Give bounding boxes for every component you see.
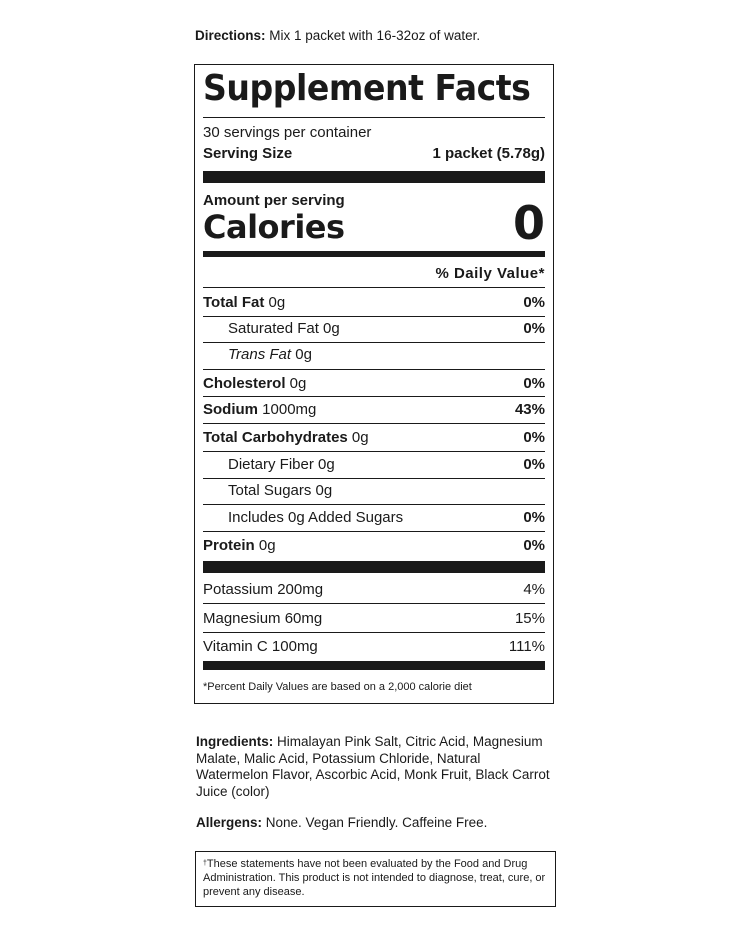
mineral-dv: 4% [523, 581, 545, 598]
calories-value: 0 [512, 196, 545, 250]
divider-thick [203, 561, 545, 573]
directions-text: Mix 1 packet with 16-32oz of water. [265, 28, 481, 43]
nutrient-amount: 0g [285, 375, 307, 392]
mineral-name: Magnesium 60mg [203, 610, 323, 627]
nutrient-name: Total Fat [203, 294, 265, 311]
divider [203, 632, 545, 633]
amount-per-serving: Amount per serving [203, 192, 345, 209]
facts-title: Supplement Facts [203, 68, 531, 109]
nutrient-dv: 0% [523, 320, 545, 337]
serving-size-row [203, 145, 545, 162]
allergens-label: Allergens: [196, 815, 263, 830]
divider [203, 287, 545, 288]
nutrient-name: Dietary Fiber 0g [228, 456, 335, 473]
mineral-row-magnesium [203, 610, 545, 627]
nutrient-dv: 0% [523, 429, 545, 446]
divider [203, 117, 545, 118]
divider [203, 369, 545, 370]
supplement-facts-panel [194, 64, 554, 704]
nutrient-amount: 1000mg [258, 401, 317, 418]
mineral-name: Vitamin C 100mg [203, 638, 318, 655]
nutrient-name: Total Sugars 0g [228, 482, 333, 499]
divider-thick [203, 661, 545, 670]
divider [203, 396, 545, 397]
nutrient-dv: 0% [523, 509, 545, 526]
nutrient-row-protein [203, 537, 545, 554]
disclaimer-text: These statements have not been evaluated by the Food and Drug Administration. This product is not intended to diagnose, treat, cure, or prevent any disease. [203, 858, 546, 898]
nutrient-row-sodium [203, 401, 545, 418]
nutrient-name: Cholesterol [203, 375, 286, 392]
mineral-dv: 111% [508, 638, 545, 655]
divider-medium [203, 251, 545, 257]
divider-thick [203, 171, 545, 183]
mineral-name: Potassium 200mg [203, 581, 324, 598]
ingredients-text: Himalayan Pink Salt, Citric Acid, Magnesium Malate, Malic Acid, Potassium Chloride, Natural Watermelon Flavor, Ascorbic Acid, Monk Fruit, Black Carrot Juice (color) [196, 734, 550, 799]
ingredients-label: Ingredients: [196, 734, 274, 749]
mineral-row-potassium [203, 581, 545, 598]
divider [203, 423, 545, 424]
nutrient-name: Total Carbohydrates [203, 429, 348, 446]
nutrient-row-total-carbohydrates [203, 429, 545, 446]
nutrient-row-added-sugars [203, 509, 545, 526]
nutrient-row-total-sugars [203, 482, 545, 499]
nutrient-dv: 0% [523, 375, 545, 392]
nutrient-dv: 0% [523, 294, 545, 311]
divider [203, 504, 545, 505]
directions [195, 28, 480, 43]
nutrient-dv: 0% [523, 456, 545, 473]
divider [203, 531, 545, 532]
nutrient-row-trans-fat [203, 346, 545, 363]
nutrient-name: Saturated Fat 0g [228, 320, 340, 337]
nutrient-amount: 0g [291, 346, 312, 363]
mineral-dv: 15% [514, 610, 545, 627]
nutrient-amount: 0g [347, 429, 369, 446]
nutrient-row-total-fat [203, 294, 545, 311]
divider [203, 342, 545, 343]
nutrient-name: Sodium [203, 401, 258, 418]
calories-label: Calories [203, 208, 345, 246]
divider [203, 603, 545, 604]
nutrient-name: Trans Fat [228, 346, 292, 363]
dagger-mark: † [203, 860, 207, 867]
nutrient-amount: 0g [254, 537, 276, 554]
daily-value-header: % Daily Value* [435, 265, 545, 282]
nutrient-name: Includes 0g Added Sugars [228, 509, 404, 526]
nutrient-row-saturated-fat [203, 320, 545, 337]
nutrient-row-dietary-fiber [203, 456, 545, 473]
directions-label: Directions: [195, 28, 266, 43]
divider [203, 478, 545, 479]
divider [203, 451, 545, 452]
allergens-text: None. Vegan Friendly. Caffeine Free. [262, 815, 488, 830]
allergens [196, 815, 487, 830]
daily-value-footnote: *Percent Daily Values are based on a 2,000 calorie diet [203, 681, 472, 693]
nutrient-amount: 0g [264, 294, 286, 311]
divider [203, 316, 545, 317]
mineral-row-vitamin-c [203, 638, 545, 655]
nutrient-name: Protein [203, 537, 255, 554]
fda-disclaimer [195, 851, 556, 907]
servings-per-container: 30 servings per container [203, 124, 372, 141]
ingredients [196, 734, 556, 800]
serving-size-label: Serving Size [203, 145, 293, 162]
nutrient-row-cholesterol [203, 375, 545, 392]
nutrient-dv: 0% [523, 537, 545, 554]
nutrient-dv: 43% [514, 401, 545, 418]
serving-size-value: 1 packet (5.78g) [432, 145, 545, 162]
